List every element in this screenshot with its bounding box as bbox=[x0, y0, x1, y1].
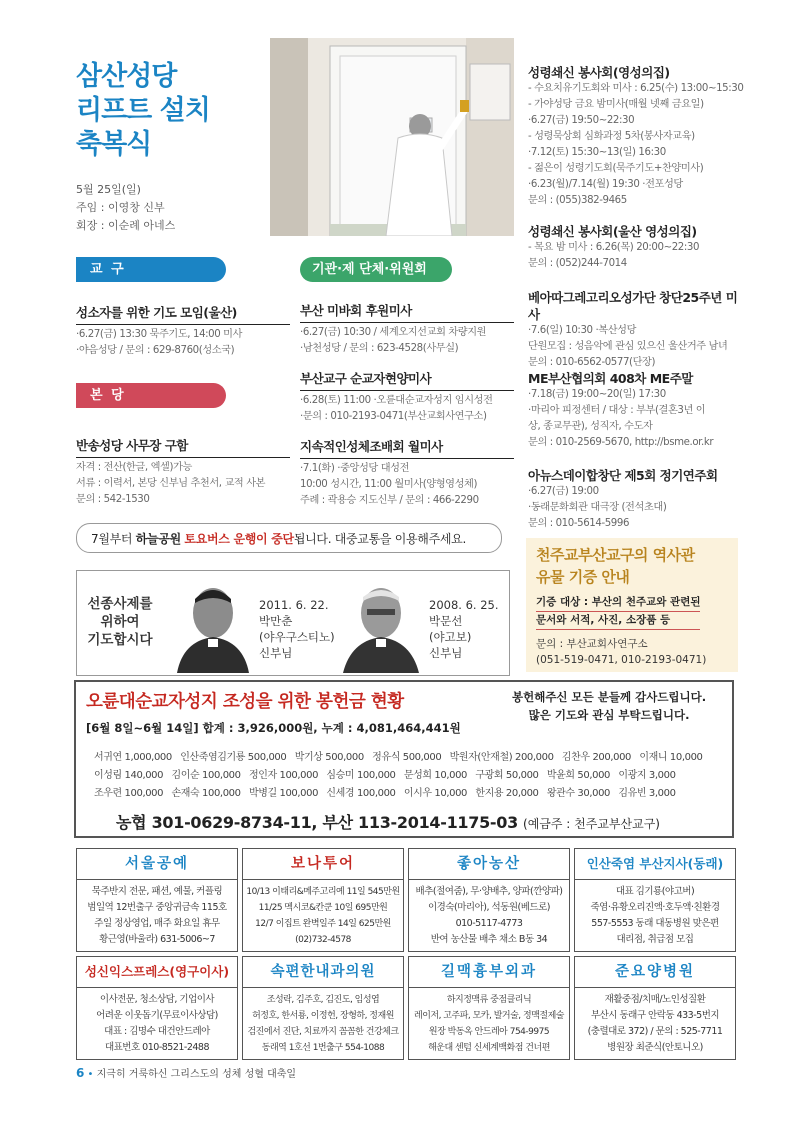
item-line: 문의 : 010-2569-5670, http://bsme.or.kr bbox=[528, 437, 714, 448]
museum-contact: 문의 : 부산교회사연구소 (051-519-0471, 010-2193-0471) bbox=[536, 638, 707, 666]
item-line: ·7.12(토) 15:30~13(일) 16:30 bbox=[528, 147, 666, 158]
notice-bus: 토요버스 운행이 중단 bbox=[184, 532, 294, 546]
item-title: 아뉴스데이합창단 제5회 정기연주회 bbox=[528, 468, 718, 483]
donation-account bbox=[116, 810, 660, 833]
ad-title: 좋아농산 bbox=[409, 849, 569, 880]
item-line: ·야음성당 / 문의 : 629-8760(성소국) bbox=[76, 345, 235, 356]
donation-totals: 합계 : 3,926,000원, 누계 : 4,081,464,441원 bbox=[202, 721, 461, 735]
right-item bbox=[528, 467, 742, 532]
item-line: ·마리아 피정센터 / 대상 : 부부(결혼3년 이 bbox=[528, 405, 706, 416]
ad-box bbox=[76, 956, 238, 1060]
item-line: 문의 : 010-6562-0577(단장) bbox=[528, 357, 656, 368]
item-line: ·6.27(금) 19:00 bbox=[528, 486, 599, 497]
account-numbers: 농협 301-0629-8734-11, 부산 113-2014-1175-03 bbox=[116, 813, 518, 832]
section-main: 본 당 bbox=[76, 383, 226, 408]
bus-notice bbox=[76, 523, 502, 553]
ceremony-celebrant: 주임 : 이영창 신부 bbox=[76, 201, 165, 214]
item-line: - 성령묵상회 심화과정 5차(봉사자교육) bbox=[528, 131, 695, 142]
notice-pre: 7월부터 bbox=[91, 532, 136, 546]
org-item bbox=[300, 370, 514, 425]
ad-body: 배추(절여줌), 무·양배추, 양파(깐양파) 이경숙(마리아), 석동원(베드로) 010-5117-4773 반여 농산물 배추 채소 B동 34 bbox=[415, 886, 563, 945]
title-line: 축복식 bbox=[76, 129, 152, 160]
ad-body: 대표 김기룡(야고버) 죽염·유황오리진액·호두액·친환경 557-5553 동래 대동병원 맞은편 대리점, 취급점 모집 bbox=[590, 886, 720, 945]
ad-title: 보나투어 bbox=[243, 849, 403, 880]
item-line: ·6.28(토) 11:00 ·오륜대순교자성지 임시성전 bbox=[300, 395, 493, 406]
item-title: ME부산협의회 408차 ME주말 bbox=[528, 371, 693, 386]
priest-portrait-1 bbox=[173, 579, 253, 673]
item-title: 지속적인성체조배회 월미사 bbox=[300, 439, 443, 454]
item-line: - 가야성당 금요 밤미사(매월 넷째 금요일) bbox=[528, 99, 704, 110]
account-holder: (예금주 : 천주교부산교구) bbox=[523, 817, 660, 831]
blessing-photo bbox=[270, 38, 514, 236]
item-line: 주례 : 곽용승 지도신부 / 문의 : 466-2290 bbox=[300, 495, 479, 506]
item-title: 베아따그레고리오성가단 창단25주년 미사 bbox=[528, 290, 738, 322]
ad-title: 성신익스프레스(영구이사) bbox=[77, 957, 237, 988]
ad-body: 하지정맥류 중점클리닉 레이저, 고주파, 모카, 발거술, 정맥절제술 원장 박동옥 안드레아 754-9975 해운대 센텀 신세계백화점 건너편 bbox=[414, 995, 564, 1053]
ad-box bbox=[408, 956, 570, 1060]
article-title bbox=[76, 60, 210, 162]
item-title: 반송성당 사무장 구함 bbox=[76, 438, 188, 453]
item-line: 10:00 성시간, 11:00 월미사(양형영성체) bbox=[300, 479, 478, 490]
footer-motto: 지극히 거룩하신 그리스도의 성체 성혈 대축일 bbox=[96, 1069, 297, 1080]
main-item bbox=[76, 437, 290, 508]
item-line: - 목요 밤 미사 : 6.26(목) 20:00~22:30 bbox=[528, 242, 700, 253]
donation-summary bbox=[86, 720, 461, 736]
ceremony-info bbox=[76, 181, 175, 235]
ad-body: 이사전문, 청소상담, 기업이사 어려운 이웃돕기(무료이사상담) 대표 : 김명수 대건안드레아 대표번호 010-8521-2488 bbox=[96, 994, 218, 1053]
museum-donation-box bbox=[526, 538, 738, 672]
item-line: 문의 : 542-1530 bbox=[76, 494, 150, 505]
item-line: ·6.27(금) 13:30 묵주기도, 14:00 미사 bbox=[76, 329, 243, 340]
notice-post: 됩니다. 대중교통을 이용해주세요. bbox=[293, 532, 466, 546]
donation-box bbox=[74, 680, 734, 838]
donation-thanks: 봉헌해주신 모든 분들께 감사드립니다. 많은 기도와 관심 부탁드립니다. bbox=[512, 690, 707, 722]
item-line: ·동래문화회관 대극장 (전석초대) bbox=[528, 502, 667, 513]
item-line: 서류 : 이력서, 본당 신부님 추천서, 교적 사본 bbox=[76, 478, 266, 489]
item-line: ·7.18(금) 19:00~20(일) 17:30 bbox=[528, 389, 666, 400]
ad-box bbox=[242, 848, 404, 952]
prayer-label: 선종사제를 위하여 기도합시다 bbox=[87, 596, 153, 648]
ad-title: 인산죽염 부산지사(동래) bbox=[575, 849, 735, 880]
priest-info-2: 2008. 6. 25. 박문선 (야고보) 신부님 bbox=[429, 598, 499, 660]
item-line: ·7.6(일) 10:30 ·복산성당 bbox=[528, 325, 637, 336]
section-orgs: 기관·제 단체·위원회 bbox=[300, 257, 452, 282]
item-title: 부산교구 순교자현양미사 bbox=[300, 371, 432, 386]
notice-park: 하늘공원 bbox=[135, 532, 181, 546]
ad-title: 속편한내과의원 bbox=[243, 957, 403, 988]
item-line: 상, 종교무관), 성직자, 수도자 bbox=[528, 421, 653, 432]
ad-title: 길맥흉부외과 bbox=[409, 957, 569, 988]
item-line: ·7.1(화) ·중앙성당 대성전 bbox=[300, 463, 410, 474]
ad-box bbox=[76, 848, 238, 952]
ad-box bbox=[242, 956, 404, 1060]
museum-body: 기증 대상 : 부산의 천주교와 관련된 문서와 서적, 사진, 소장품 등 bbox=[536, 594, 700, 630]
bullet-icon: • bbox=[87, 1069, 94, 1080]
item-line: ·6.27(금) 19:50~22:30 bbox=[528, 115, 635, 126]
ceremony-president: 회장 : 이순례 아네스 bbox=[76, 219, 176, 232]
museum-title: 천주교부산교구의 역사관 유물 기증 안내 bbox=[536, 546, 695, 586]
item-line: - 수요치유기도회와 미사 : 6.25(수) 13:00~15:30 bbox=[528, 83, 744, 94]
ad-title: 준요양병원 bbox=[575, 957, 735, 988]
photo-illustration bbox=[270, 38, 514, 236]
item-line: ·6.23(월)/7.14(월) 19:30 ·전포성당 bbox=[528, 179, 683, 190]
item-line: - 젊은이 성령기도회(묵주기도+찬양미사) bbox=[528, 163, 704, 174]
item-title: 부산 미바회 후원미사 bbox=[300, 303, 412, 318]
right-item bbox=[528, 223, 742, 272]
item-title: 성소자를 위한 기도 모임(울산) bbox=[76, 305, 237, 320]
donor-row: 조우련 100,000 손재숙 100,000 박병길 100,000 신세경 100,000 이시우 10,000 한지용 20,000 왕관수 30,000 김유빈 3,000 bbox=[94, 788, 676, 799]
item-line: ·6.27(금) 10:30 / 세계오지선교회 차량지원 bbox=[300, 327, 487, 338]
section-diocese: 교 구 bbox=[76, 257, 226, 282]
donor-row: 이성림 140,000 김이순 100,000 정인자 100,000 심승미 100,000 문성희 10,000 구광회 50,000 박윤희 50,000 이광지 3,000 bbox=[94, 770, 676, 781]
donation-title: 오륜대순교자성지 조성을 위한 봉헌금 현황 bbox=[86, 692, 404, 712]
item-line: 단원모집 : 성음악에 관심 있으신 울산거주 남녀 bbox=[528, 341, 728, 352]
right-item bbox=[528, 370, 742, 451]
item-line: ·문의 : 010-2193-0471(부산교회사연구소) bbox=[300, 411, 487, 422]
item-line: ·남천성당 / 문의 : 623-4528(사무실) bbox=[300, 343, 459, 354]
priest-portrait-2 bbox=[339, 579, 423, 673]
priest-info-1: 2011. 6. 22. 박만춘 (야우구스티노) 신부님 bbox=[259, 598, 335, 660]
org-item bbox=[300, 302, 514, 357]
title-line: 리프트 설치 bbox=[76, 95, 210, 126]
ad-title: 서울공예 bbox=[77, 849, 237, 880]
page-number: 6 bbox=[76, 1066, 85, 1080]
right-item bbox=[528, 289, 742, 371]
donation-period: [6월 8일~6월 14일] bbox=[86, 721, 199, 735]
ad-body: 조성락, 김주호, 김진도, 임성엽 허정호, 한서룡, 이정헌, 장형하, 정재원 검진에서 진단, 치료까지 꼼꼼한 건강체크 동래역 1호선 1번출구 554-1088 bbox=[247, 995, 399, 1053]
item-line: 문의 : (055)382-9465 bbox=[528, 195, 627, 206]
ad-box bbox=[574, 848, 736, 952]
item-line: 문의 : 010-5614-5996 bbox=[528, 518, 630, 529]
ceremony-date: 5월 25일(일) bbox=[76, 183, 141, 196]
org-item bbox=[300, 438, 514, 509]
title-line: 삼산성당 bbox=[76, 61, 177, 92]
ad-body: 10/13 이태리&메주고리예 11일 545만원 11/25 멕시코&칸쿤 10일 695만원 12/7 이집트 완벽일주 14일 625만원 (02)732-4578 bbox=[246, 887, 400, 945]
item-line: 문의 : (052)244-7014 bbox=[528, 258, 627, 269]
donor-row: 서귀연 1,000,000 인산죽염김기룡 500,000 박기상 500,000 정유식 500,000 박원자(안재철) 200,000 김찬우 200,000 이재니 10,000 bbox=[94, 752, 703, 763]
item-title: 성령쇄신 봉사회(영성의집) bbox=[528, 65, 670, 80]
right-item bbox=[528, 64, 742, 209]
ad-body: 묵주반지 전문, 패션, 예물, 커플링 범일역 12번출구 중앙귀금속 115호 주일 정상영업, 매주 화요일 휴무 황근영(바울라) 631-5006~7 bbox=[87, 886, 227, 945]
ad-body: 재활중점/치매/노인성질환 부산시 동래구 안락동 433-5번지 (충렬대로 372) / 문의 : 525-7711 병원장 최준식(안토니오) bbox=[587, 994, 723, 1053]
ad-box bbox=[408, 848, 570, 952]
diocese-item bbox=[76, 304, 290, 359]
item-line: 자격 : 전산(한글, 엑셀)가능 bbox=[76, 462, 192, 473]
item-title: 성령쇄신 봉사회(울산 영성의집) bbox=[528, 224, 697, 239]
ad-box bbox=[574, 956, 736, 1060]
prayer-box bbox=[76, 570, 510, 676]
page-footer bbox=[76, 1065, 296, 1080]
